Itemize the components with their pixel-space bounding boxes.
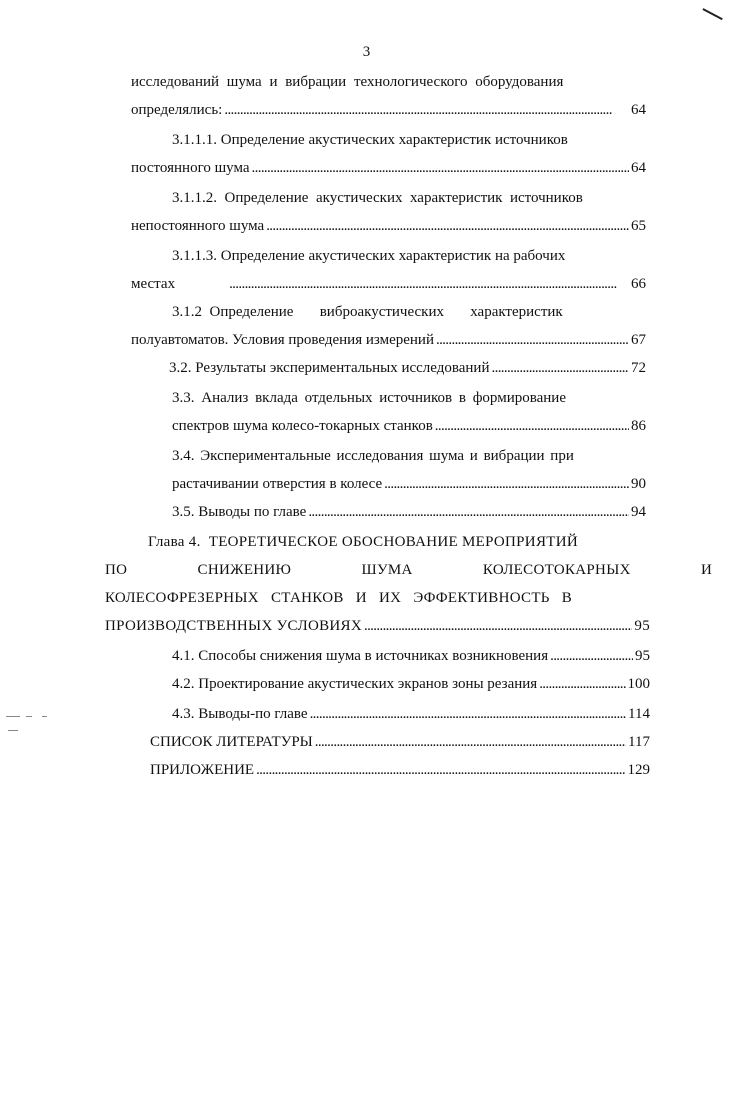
toc-page-number: 65	[631, 218, 646, 234]
scan-speck	[26, 716, 32, 717]
toc-page-number: 90	[631, 476, 646, 492]
toc-line	[105, 588, 650, 608]
dot-leader	[229, 274, 629, 294]
toc-page-number: 66	[631, 276, 646, 292]
toc-line-text: непостоянного шума	[131, 218, 265, 234]
scan-speck	[8, 730, 18, 731]
dot-leader	[435, 416, 629, 436]
toc-line	[172, 446, 646, 466]
dot-leader	[436, 330, 629, 350]
toc-line	[131, 158, 646, 178]
dot-leader	[252, 158, 629, 178]
toc-line	[172, 388, 646, 408]
toc-line-text: 4.1. Способы снижения шума в источниках возникновения	[172, 648, 549, 664]
toc-line-text: 4.3. Выводы-по главе	[172, 706, 308, 722]
toc-page-number: 64	[631, 102, 646, 118]
dot-leader	[364, 616, 632, 636]
toc-line-text: 3.4. Экспериментальные исследования шума и вибрации при	[172, 448, 574, 464]
toc-line	[131, 216, 646, 236]
toc-chapter-heading: ПО СНИЖЕНИЮ ШУМА КОЛЕСОТОКАРНЫХ И	[105, 562, 713, 578]
dot-leader	[384, 474, 629, 494]
dot-leader	[256, 760, 625, 780]
toc-line-text: 3.5. Выводы по главе	[172, 504, 307, 520]
scan-speck	[6, 716, 20, 717]
toc-page-number: 95	[635, 648, 650, 664]
toc-page-number: 117	[628, 734, 650, 750]
toc-line-text: спектров шума колесо-токарных станков	[172, 418, 433, 434]
toc-line	[169, 358, 646, 378]
toc-page-number: 94	[631, 504, 646, 520]
scan-speck	[42, 716, 47, 717]
toc-line	[172, 646, 650, 666]
toc-page-number: 64	[631, 160, 646, 176]
toc-line-text: растачивании отверстия в колесе	[172, 476, 383, 492]
dot-leader	[315, 732, 626, 752]
toc-line	[172, 188, 646, 208]
toc-chapter-heading: ПРОИЗВОДСТВЕННЫХ УСЛОВИЯХ	[105, 618, 362, 634]
dot-leader	[308, 502, 629, 522]
dot-leader	[224, 100, 629, 120]
toc-line-text: 3.1.2 Определение виброакустических характеристик	[172, 304, 563, 320]
toc-line-text: постоянного шума	[131, 160, 250, 176]
dot-leader	[550, 646, 633, 666]
toc-line	[172, 302, 646, 322]
toc-line	[172, 674, 650, 694]
toc-line	[150, 760, 650, 780]
toc-page-number: 72	[631, 360, 646, 376]
toc-page-number: 95	[634, 618, 650, 634]
toc-line-text: местах	[131, 276, 176, 292]
toc-line	[105, 616, 650, 636]
toc-page-number: 100	[627, 676, 650, 692]
toc-line-text: 3.2. Результаты экспериментальных исследований	[169, 360, 490, 376]
toc-line	[150, 732, 650, 752]
toc-line	[131, 100, 646, 120]
toc-line	[172, 130, 646, 150]
toc-line-text: СПИСОК ЛИТЕРАТУРЫ	[150, 734, 313, 750]
toc-page-number: 67	[631, 332, 646, 348]
toc-line	[148, 532, 646, 552]
toc-line	[172, 416, 646, 436]
toc-line	[172, 502, 646, 522]
toc-chapter-heading: Глава 4. ТЕОРЕТИЧЕСКОЕ ОБОСНОВАНИЕ МЕРОПРИЯТИЙ	[148, 534, 578, 550]
toc-line	[131, 330, 646, 350]
page-number: 3	[362, 44, 371, 60]
toc-line-text: 3.3. Анализ вклада отдельных источников в формирование	[172, 390, 566, 406]
toc-line-text: ПРИЛОЖЕНИЕ	[150, 762, 255, 778]
toc-page-number: 86	[631, 418, 646, 434]
toc-line-text: 4.2. Проектирование акустических экранов зоны резания	[172, 676, 538, 692]
toc-line	[131, 274, 646, 294]
toc-line-text: 3.1.1.3. Определение акустических характеристик на рабочих	[172, 248, 566, 264]
dot-leader	[266, 216, 629, 236]
toc-line-text: определялись:	[131, 102, 223, 118]
toc-line-text: 3.1.1.1. Определение акустических характеристик источников	[172, 132, 568, 148]
dot-leader	[539, 674, 625, 694]
scan-mark	[703, 8, 723, 20]
toc-line	[105, 560, 713, 580]
toc-line-text: полуавтоматов. Условия проведения измерений	[131, 332, 434, 348]
dot-leader	[492, 358, 630, 378]
toc-line	[172, 704, 650, 724]
toc-line	[172, 246, 646, 266]
toc-line	[172, 474, 646, 494]
toc-page-number: 129	[627, 762, 650, 778]
dot-leader	[310, 704, 626, 724]
toc-line-text: 3.1.1.2. Определение акустических характеристик источников	[172, 190, 583, 206]
toc-line-text: исследований шума и вибрации технологического оборудования	[131, 74, 564, 90]
toc-chapter-heading: КОЛЕСОФРЕЗЕРНЫХ СТАНКОВ И ИХ ЭФФЕКТИВНОСТЬ В	[105, 590, 573, 606]
toc-page-number: 114	[628, 706, 650, 722]
toc-line	[131, 72, 646, 92]
